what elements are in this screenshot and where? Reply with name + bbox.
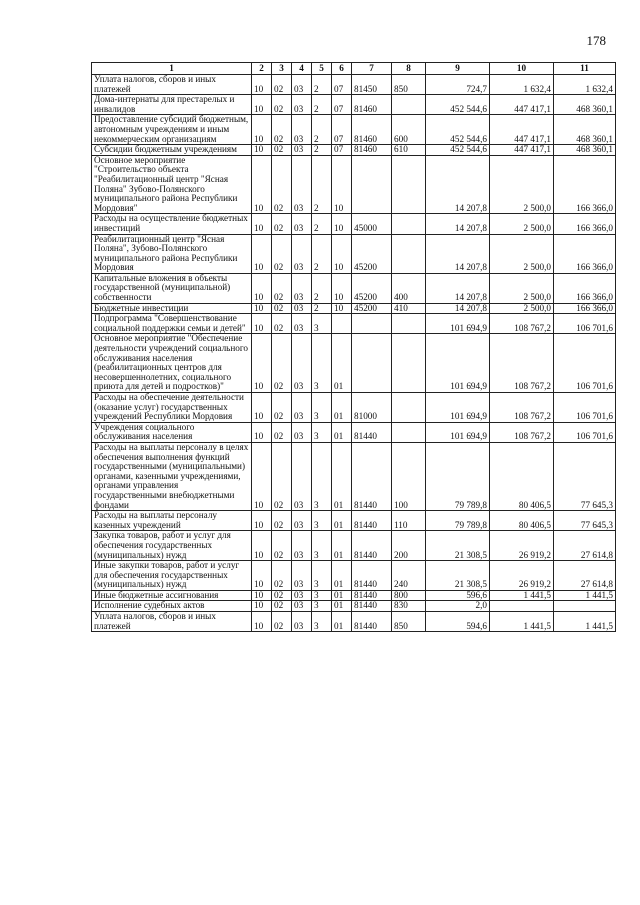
code-subprogram-cell: 3	[312, 531, 332, 561]
code-section-cell: 10	[252, 612, 272, 632]
code-subsection-cell: 02	[272, 531, 292, 561]
code-subprogram-cell: 2	[312, 145, 332, 156]
amount-year3-cell: 1 441,5	[554, 612, 616, 632]
code-expense-type-cell: 400	[392, 273, 426, 303]
amount-year2-cell: 26 919,2	[490, 531, 554, 561]
code-section-cell: 10	[252, 511, 272, 531]
code-expense-type-cell	[392, 422, 426, 442]
table-body	[92, 75, 616, 632]
code-program-cell: 03	[292, 273, 312, 303]
code-direction-cell	[352, 334, 392, 393]
table-row	[92, 234, 616, 273]
code-subsection-cell: 02	[272, 273, 292, 303]
table-row	[92, 442, 616, 510]
row-name-cell: Расходы на выплаты персоналу казенных учреждений	[92, 511, 252, 531]
code-program-cell: 03	[292, 155, 312, 214]
code-program-cell: 03	[292, 531, 312, 561]
code-subsection-cell: 02	[272, 314, 292, 334]
code-section-cell: 10	[252, 115, 272, 145]
code-program-cell: 03	[292, 561, 312, 591]
code-subprogram-cell: 3	[312, 511, 332, 531]
code-program-cell: 03	[292, 612, 312, 632]
table-row	[92, 155, 616, 214]
code-subsection-cell: 02	[272, 561, 292, 591]
amount-year1-cell: 14 207,8	[426, 303, 490, 314]
code-section-cell: 10	[252, 273, 272, 303]
row-name-cell: Уплата налогов, сборов и иных платежей	[92, 75, 252, 95]
code-subsection-cell: 02	[272, 95, 292, 115]
code-expense-type-cell: 850	[392, 612, 426, 632]
code-section-cell: 10	[252, 145, 272, 156]
table-row	[92, 511, 616, 531]
row-name-cell: Закупка товаров, работ и услуг для обеспечения государственных (муниципальных) нужд	[92, 531, 252, 561]
code-subsection-cell: 02	[272, 145, 292, 156]
amount-year3-cell: 27 614,8	[554, 531, 616, 561]
amount-year1-cell: 101 694,9	[426, 314, 490, 334]
amount-year2-cell: 80 406,5	[490, 442, 554, 510]
row-name-cell: Основное мероприятие "Строительство объекта "Реабилитационный центр "Ясная Поляна" Зубово-Полянского муниципального района Республики Мордовия"	[92, 155, 252, 214]
col-header: 9	[426, 63, 490, 75]
code-direction-cell: 81440	[352, 590, 392, 601]
amount-year1-cell: 724,7	[426, 75, 490, 95]
amount-year2-cell: 1 441,5	[490, 590, 554, 601]
amount-year1-cell: 14 207,8	[426, 234, 490, 273]
amount-year1-cell: 596,6	[426, 590, 490, 601]
col-header: 5	[312, 63, 332, 75]
col-header: 1	[92, 63, 252, 75]
table-row	[92, 75, 616, 95]
header-row	[92, 63, 616, 75]
code-direction-cell: 81440	[352, 531, 392, 561]
amount-year1-cell: 452 544,6	[426, 115, 490, 145]
amount-year1-cell: 79 789,8	[426, 511, 490, 531]
code-section-cell: 10	[252, 214, 272, 234]
amount-year1-cell: 101 694,9	[426, 334, 490, 393]
code-subsection-cell: 02	[272, 393, 292, 423]
amount-year3-cell: 106 701,6	[554, 422, 616, 442]
amount-year1-cell: 14 207,8	[426, 214, 490, 234]
amount-year1-cell: 21 308,5	[426, 531, 490, 561]
code-event-cell: 01	[332, 442, 352, 510]
amount-year3-cell: 166 366,0	[554, 273, 616, 303]
row-name-cell: Исполнение судебных актов	[92, 601, 252, 612]
row-name-cell: Подпрограмма "Совершенствование социальной поддержки семьи и детей"	[92, 314, 252, 334]
amount-year3-cell: 77 645,3	[554, 442, 616, 510]
col-header: 11	[554, 63, 616, 75]
code-subprogram-cell: 3	[312, 601, 332, 612]
table-row	[92, 590, 616, 601]
code-subprogram-cell: 2	[312, 234, 332, 273]
amount-year3-cell	[554, 601, 616, 612]
amount-year1-cell: 21 308,5	[426, 561, 490, 591]
col-header: 3	[272, 63, 292, 75]
code-event-cell: 10	[332, 303, 352, 314]
code-direction-cell: 45000	[352, 214, 392, 234]
code-event-cell	[332, 314, 352, 334]
code-event-cell: 07	[332, 145, 352, 156]
code-subprogram-cell: 3	[312, 393, 332, 423]
code-expense-type-cell	[392, 334, 426, 393]
code-program-cell: 03	[292, 145, 312, 156]
code-expense-type-cell	[392, 314, 426, 334]
code-expense-type-cell: 830	[392, 601, 426, 612]
amount-year3-cell: 468 360,1	[554, 95, 616, 115]
code-program-cell: 03	[292, 393, 312, 423]
amount-year2-cell: 80 406,5	[490, 511, 554, 531]
code-program-cell: 03	[292, 75, 312, 95]
code-direction-cell: 81440	[352, 612, 392, 632]
amount-year1-cell: 101 694,9	[426, 393, 490, 423]
code-section-cell: 10	[252, 155, 272, 214]
code-subsection-cell: 02	[272, 155, 292, 214]
amount-year2-cell: 108 767,2	[490, 422, 554, 442]
amount-year3-cell: 166 366,0	[554, 214, 616, 234]
amount-year2-cell: 1 441,5	[490, 612, 554, 632]
table-row	[92, 531, 616, 561]
amount-year3-cell: 27 614,8	[554, 561, 616, 591]
code-event-cell: 01	[332, 334, 352, 393]
amount-year1-cell: 14 207,8	[426, 155, 490, 214]
col-header: 2	[252, 63, 272, 75]
code-event-cell: 01	[332, 561, 352, 591]
code-subprogram-cell: 2	[312, 155, 332, 214]
code-direction-cell: 81000	[352, 393, 392, 423]
code-event-cell: 07	[332, 115, 352, 145]
code-subsection-cell: 02	[272, 601, 292, 612]
code-subsection-cell: 02	[272, 422, 292, 442]
code-subprogram-cell: 2	[312, 214, 332, 234]
code-program-cell: 03	[292, 95, 312, 115]
row-name-cell: Иные бюджетные ассигнования	[92, 590, 252, 601]
code-event-cell: 10	[332, 155, 352, 214]
table-row	[92, 334, 616, 393]
code-direction-cell: 81460	[352, 95, 392, 115]
code-direction-cell: 81450	[352, 75, 392, 95]
row-name-cell: Капитальные вложения в объекты государственной (муниципальной) собственности	[92, 273, 252, 303]
code-section-cell: 10	[252, 561, 272, 591]
amount-year3-cell: 166 366,0	[554, 303, 616, 314]
amount-year2-cell: 2 500,0	[490, 155, 554, 214]
amount-year3-cell: 106 701,6	[554, 393, 616, 423]
code-direction-cell: 81440	[352, 601, 392, 612]
row-name-cell: Расходы на обеспечение деятельности (оказание услуг) государственных учреждений Республики Мордовия	[92, 393, 252, 423]
row-name-cell: Бюджетные инвестиции	[92, 303, 252, 314]
code-program-cell: 03	[292, 590, 312, 601]
amount-year2-cell: 1 632,4	[490, 75, 554, 95]
code-subsection-cell: 02	[272, 115, 292, 145]
amount-year1-cell: 101 694,9	[426, 422, 490, 442]
amount-year2-cell: 108 767,2	[490, 314, 554, 334]
code-program-cell: 03	[292, 601, 312, 612]
col-header: 8	[392, 63, 426, 75]
col-header: 7	[352, 63, 392, 75]
code-event-cell: 01	[332, 601, 352, 612]
code-subsection-cell: 02	[272, 442, 292, 510]
amount-year3-cell: 1 632,4	[554, 75, 616, 95]
code-program-cell: 03	[292, 234, 312, 273]
amount-year2-cell: 447 417,1	[490, 115, 554, 145]
code-expense-type-cell: 200	[392, 531, 426, 561]
code-section-cell: 10	[252, 590, 272, 601]
code-expense-type-cell	[392, 155, 426, 214]
code-section-cell: 10	[252, 601, 272, 612]
code-direction-cell: 45200	[352, 303, 392, 314]
row-name-cell: Реабилитационный центр "Ясная Поляна", Зубово-Полянского муниципального района Республики Мордовия	[92, 234, 252, 273]
code-program-cell: 03	[292, 214, 312, 234]
amount-year2-cell: 2 500,0	[490, 214, 554, 234]
budget-table	[91, 62, 616, 632]
code-expense-type-cell: 240	[392, 561, 426, 591]
code-direction-cell: 81460	[352, 145, 392, 156]
code-section-cell: 10	[252, 314, 272, 334]
table-row	[92, 95, 616, 115]
col-header: 10	[490, 63, 554, 75]
code-event-cell: 01	[332, 393, 352, 423]
amount-year2-cell: 447 417,1	[490, 95, 554, 115]
amount-year2-cell: 26 919,2	[490, 561, 554, 591]
col-header: 4	[292, 63, 312, 75]
amount-year3-cell: 468 360,1	[554, 115, 616, 145]
code-direction-cell: 81440	[352, 442, 392, 510]
code-section-cell: 10	[252, 422, 272, 442]
code-subprogram-cell: 3	[312, 561, 332, 591]
code-direction-cell: 45200	[352, 273, 392, 303]
amount-year1-cell: 452 544,6	[426, 95, 490, 115]
code-subprogram-cell: 2	[312, 95, 332, 115]
code-subprogram-cell: 3	[312, 334, 332, 393]
code-direction-cell: 81440	[352, 422, 392, 442]
code-program-cell: 03	[292, 422, 312, 442]
code-program-cell: 03	[292, 314, 312, 334]
row-name-cell: Дома-интернаты для престарелых и инвалидов	[92, 95, 252, 115]
row-name-cell: Предоставление субсидий бюджетным, автономным учреждениям и иным некоммерческим организациям	[92, 115, 252, 145]
code-section-cell: 10	[252, 531, 272, 561]
code-event-cell: 07	[332, 75, 352, 95]
row-name-cell: Основное мероприятие "Обеспечение деятельности учреждений социального обслуживания населения (реабилитационных центров для несовершеннолетних, социального приюта для детей и подростков)"	[92, 334, 252, 393]
amount-year3-cell: 1 441,5	[554, 590, 616, 601]
code-section-cell: 10	[252, 75, 272, 95]
row-name-cell: Иные закупки товаров, работ и услуг для обеспечения государственных (муниципальных) нужд	[92, 561, 252, 591]
code-direction-cell: 81440	[352, 511, 392, 531]
code-program-cell: 03	[292, 334, 312, 393]
table-row	[92, 422, 616, 442]
code-direction-cell: 81440	[352, 561, 392, 591]
amount-year1-cell: 14 207,8	[426, 273, 490, 303]
code-subprogram-cell: 2	[312, 75, 332, 95]
code-subsection-cell: 02	[272, 334, 292, 393]
code-subsection-cell: 02	[272, 75, 292, 95]
code-expense-type-cell	[392, 214, 426, 234]
table-row	[92, 115, 616, 145]
code-subsection-cell: 02	[272, 590, 292, 601]
amount-year2-cell: 108 767,2	[490, 393, 554, 423]
code-subsection-cell: 02	[272, 612, 292, 632]
table-row	[92, 303, 616, 314]
code-expense-type-cell: 110	[392, 511, 426, 531]
table-row	[92, 314, 616, 334]
code-subprogram-cell: 2	[312, 115, 332, 145]
code-section-cell: 10	[252, 303, 272, 314]
code-program-cell: 03	[292, 303, 312, 314]
code-event-cell: 07	[332, 95, 352, 115]
code-event-cell: 10	[332, 273, 352, 303]
code-expense-type-cell	[392, 234, 426, 273]
code-event-cell: 01	[332, 590, 352, 601]
code-subprogram-cell: 3	[312, 442, 332, 510]
amount-year2-cell: 447 417,1	[490, 145, 554, 156]
code-section-cell: 10	[252, 442, 272, 510]
code-subsection-cell: 02	[272, 214, 292, 234]
amount-year2-cell: 2 500,0	[490, 234, 554, 273]
row-name-cell: Расходы на выплаты персоналу в целях обеспечения выполнения функций государственными (муниципальными) органами, казенными учреждениями, органами управления государственными внебюджетными фондами	[92, 442, 252, 510]
code-event-cell: 10	[332, 214, 352, 234]
table-row	[92, 601, 616, 612]
code-section-cell: 10	[252, 334, 272, 393]
amount-year2-cell: 108 767,2	[490, 334, 554, 393]
code-expense-type-cell: 610	[392, 145, 426, 156]
amount-year2-cell: 2 500,0	[490, 273, 554, 303]
row-name-cell: Расходы на осуществление бюджетных инвестиций	[92, 214, 252, 234]
amount-year3-cell: 166 366,0	[554, 155, 616, 214]
table-row	[92, 145, 616, 156]
code-event-cell: 01	[332, 612, 352, 632]
row-name-cell: Субсидии бюджетным учреждениям	[92, 145, 252, 156]
code-event-cell: 01	[332, 422, 352, 442]
code-expense-type-cell: 100	[392, 442, 426, 510]
col-header: 6	[332, 63, 352, 75]
code-subprogram-cell: 3	[312, 590, 332, 601]
table-row	[92, 561, 616, 591]
amount-year3-cell: 166 366,0	[554, 234, 616, 273]
code-subprogram-cell: 2	[312, 273, 332, 303]
code-program-cell: 03	[292, 442, 312, 510]
code-expense-type-cell: 600	[392, 115, 426, 145]
code-event-cell: 10	[332, 234, 352, 273]
code-subprogram-cell: 3	[312, 314, 332, 334]
code-direction-cell: 45200	[352, 234, 392, 273]
code-event-cell: 01	[332, 511, 352, 531]
table-row	[92, 393, 616, 423]
code-program-cell: 03	[292, 115, 312, 145]
code-subprogram-cell: 3	[312, 612, 332, 632]
amount-year3-cell: 106 701,6	[554, 334, 616, 393]
code-direction-cell	[352, 314, 392, 334]
amount-year3-cell: 468 360,1	[554, 145, 616, 156]
amount-year3-cell: 106 701,6	[554, 314, 616, 334]
table-row	[92, 612, 616, 632]
amount-year1-cell: 594,6	[426, 612, 490, 632]
code-expense-type-cell: 800	[392, 590, 426, 601]
code-expense-type-cell: 410	[392, 303, 426, 314]
amount-year1-cell: 452 544,6	[426, 145, 490, 156]
code-direction-cell	[352, 155, 392, 214]
table-row	[92, 273, 616, 303]
code-program-cell: 03	[292, 511, 312, 531]
amount-year1-cell: 79 789,8	[426, 442, 490, 510]
row-name-cell: Уплата налогов, сборов и иных платежей	[92, 612, 252, 632]
amount-year2-cell: 2 500,0	[490, 303, 554, 314]
row-name-cell: Учреждения социального обслуживания населения	[92, 422, 252, 442]
code-section-cell: 10	[252, 393, 272, 423]
amount-year3-cell: 77 645,3	[554, 511, 616, 531]
code-subprogram-cell: 3	[312, 422, 332, 442]
code-section-cell: 10	[252, 234, 272, 273]
amount-year2-cell	[490, 601, 554, 612]
table-row	[92, 214, 616, 234]
code-direction-cell: 81460	[352, 115, 392, 145]
code-subsection-cell: 02	[272, 234, 292, 273]
code-expense-type-cell	[392, 95, 426, 115]
code-expense-type-cell: 850	[392, 75, 426, 95]
page-number: 178	[586, 33, 606, 48]
code-event-cell: 01	[332, 531, 352, 561]
code-expense-type-cell	[392, 393, 426, 423]
code-section-cell: 10	[252, 95, 272, 115]
code-subprogram-cell: 2	[312, 303, 332, 314]
amount-year1-cell: 2,0	[426, 601, 490, 612]
code-subsection-cell: 02	[272, 303, 292, 314]
code-subsection-cell: 02	[272, 511, 292, 531]
